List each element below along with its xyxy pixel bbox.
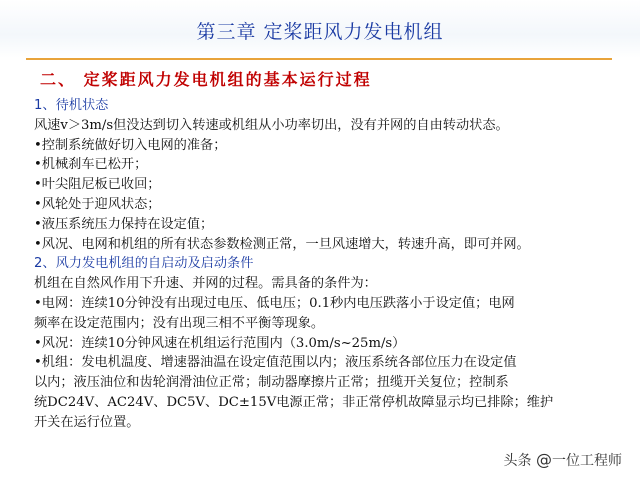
section1-item: •叶尖阻尼板已收回； <box>34 177 161 193</box>
title-divider <box>26 58 612 60</box>
wind-condition-line: •风况：连续10分钟风速在机组运行范围内（3.0m/s~25m/s） <box>34 335 406 351</box>
watermark <box>504 450 622 470</box>
watermark-brand: 头条 <box>503 453 532 469</box>
section1-item: •控制系统做好切入电网的准备； <box>34 137 227 153</box>
watermark-author: 一位工程师 <box>552 453 622 469</box>
section-subtitle: 二、 定桨距风力发电机组的基本运行过程 <box>40 70 372 89</box>
section1-item: •风况、电网和机组的所有状态参数检测正常，一旦风速增大，转速升高，即可并网。 <box>34 236 530 252</box>
grid-condition-line: 频率在设定范围内；没有出现三相不平衡等现象。 <box>34 315 325 331</box>
section1-item: •机械刹车已松开； <box>34 157 148 173</box>
unit-condition-line: •机组：发电机温度、增速器油温在设定值范围以内；液压系统各部位压力在设定值 <box>34 355 517 371</box>
slide-content <box>34 96 624 433</box>
section1-intro: 风速v＞3m/s但没达到切入转速或机组从小功率切出，没有并网的自由转动状态。 <box>34 117 509 133</box>
section2-heading: 2、风力发电机组的自启动及启动条件 <box>34 256 254 272</box>
section1-item: •液压系统压力保持在设定值； <box>34 216 214 232</box>
watermark-at: @ <box>536 450 552 469</box>
unit-condition-line: 以内；液压油位和齿轮润滑油位正常；制动器摩擦片正常；扭缆开关复位；控制系 <box>34 375 509 391</box>
unit-condition-line: 开关在运行位置。 <box>34 414 140 430</box>
page-title: 第三章 定桨距风力发电机组 <box>196 21 444 43</box>
section2-intro: 机组在自然风作用下升速、并网的过程。需具备的条件为： <box>34 276 377 292</box>
section1-heading: 1、待机状态 <box>34 98 109 113</box>
grid-condition-line: •电网：连续10分钟没有出现过电压、低电压；0.1秒内电压跌落小于设定值；电网 <box>34 295 515 311</box>
section1-item: •风轮处于迎风状态； <box>34 196 161 212</box>
unit-condition-line: 统DC24V、AC24V、DC5V、DC±15V电源正常；非正常停机故障显示均已排除；维护 <box>34 394 554 410</box>
